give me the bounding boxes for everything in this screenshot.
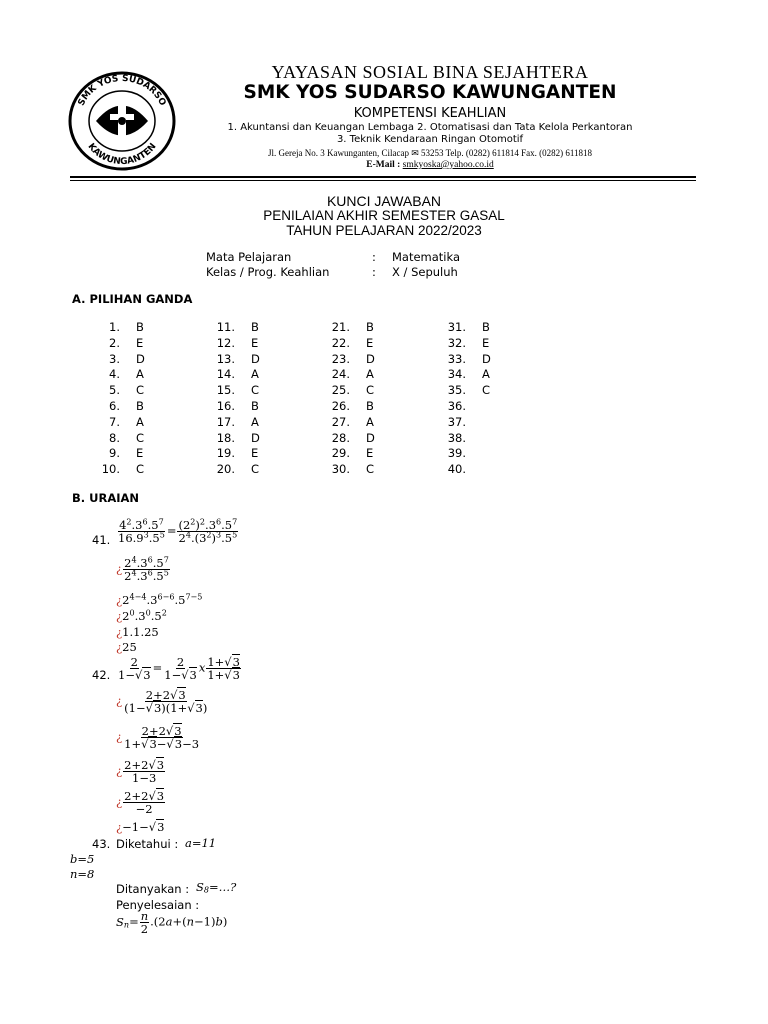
info-sep-class: : bbox=[372, 265, 376, 279]
answer-number: 2. bbox=[109, 335, 120, 350]
answer-number: 24. bbox=[331, 367, 350, 382]
answer-letter: E bbox=[251, 446, 259, 461]
answer-number: 12. bbox=[216, 335, 235, 350]
q41-line-4: ¿$2^0.3^0.5^2$ bbox=[116, 608, 167, 623]
answer-letter: B bbox=[366, 320, 374, 334]
header-rule-thin bbox=[70, 180, 696, 181]
q42-line-1: $\frac{2}{1-√3}$ = $\frac{2}{1-√3}$ x $\frac{1+√3}{1+√3}$ bbox=[118, 655, 240, 683]
answer-number: 20. bbox=[216, 462, 235, 477]
answer-number: 32. bbox=[447, 335, 466, 350]
school-email bbox=[180, 160, 680, 170]
competence-heading: KOMPETENSI KEAHLIAN bbox=[353, 106, 507, 121]
info-value-class: X / Sepuluh bbox=[392, 265, 458, 279]
q42-line-5: ¿ $\frac{2+2√3}{-2}$ bbox=[116, 789, 165, 817]
answer-number: 38. bbox=[447, 430, 466, 445]
answer-number: 7. bbox=[109, 414, 120, 429]
info-sep-subject: : bbox=[372, 250, 376, 264]
exam-name: PENILAIAN AKHIR SEMESTER GASAL bbox=[263, 208, 505, 223]
q43-formula: $S_n=$ $\frac{n}{2}$ .(2a+(n−1)b) bbox=[116, 909, 228, 937]
answer-letter: C bbox=[136, 383, 145, 398]
q41-line-1: $\frac{4^2.3^6.5^7}{16.9^3.5^5}$ = $\frac{(2^2)^2.3^6.5^7}{2^4.(3^2)^3.5^5}$ bbox=[118, 517, 238, 546]
q41-line-5: ¿1.1.25 bbox=[116, 625, 159, 639]
section-a-heading: A. PILIHAN GANDA bbox=[72, 292, 193, 306]
answer-number: 40. bbox=[447, 462, 466, 477]
answer-letter: A bbox=[366, 367, 374, 382]
email-address[interactable]: smkyoska@yahoo.co.id bbox=[402, 160, 494, 170]
answer-number: 36. bbox=[447, 399, 466, 413]
info-value-subject: Matematika bbox=[392, 250, 461, 264]
email-label: E-Mail : bbox=[366, 160, 403, 170]
answer-number: 26. bbox=[331, 399, 350, 413]
answer-letter: D bbox=[366, 430, 375, 445]
answer-letter: B bbox=[136, 320, 144, 334]
answer-letter: C bbox=[136, 430, 145, 445]
answer-number: 17. bbox=[216, 414, 235, 429]
answer-letter: C bbox=[136, 462, 145, 477]
q43-known-label: Diketahui : bbox=[116, 837, 179, 851]
answer-letter: A bbox=[136, 414, 144, 429]
q43-number: 43. bbox=[92, 837, 111, 851]
answer-number: 25. bbox=[331, 383, 350, 398]
document-title: KUNCI JAWABAN bbox=[326, 193, 442, 209]
answer-letter: B bbox=[251, 399, 259, 413]
answer-number: 22. bbox=[331, 335, 350, 350]
answer-number: 21. bbox=[331, 320, 350, 334]
answer-letter: A bbox=[366, 414, 374, 429]
answer-number: 5. bbox=[109, 383, 120, 398]
q42-line-3: ¿ $\frac{2+2√3}{1+√3-√3-3}$ bbox=[116, 724, 200, 752]
answer-letter: D bbox=[136, 351, 145, 366]
q42-line-2: ¿ $\frac{2+2√3}{(1-√3)(1+√3)}$ bbox=[116, 688, 208, 716]
answer-number: 18. bbox=[216, 430, 235, 445]
answer-number: 15. bbox=[216, 383, 235, 398]
answer-letter: A bbox=[251, 367, 259, 382]
q43-asked-label: Ditanyakan : bbox=[116, 882, 190, 896]
answer-number: 23. bbox=[331, 351, 350, 366]
answer-number: 27. bbox=[331, 414, 350, 429]
answer-number: 39. bbox=[447, 446, 466, 461]
info-label-class: Kelas / Prog. Keahlian bbox=[206, 265, 330, 279]
answer-letter: C bbox=[251, 462, 260, 477]
school-address: Jl. Gereja No. 3 Kawunganten, Cilacap ✉ 53253 Telp. (0282) 611814 Fax. (0282) 611818 bbox=[267, 148, 593, 158]
answer-letter: A bbox=[136, 367, 144, 382]
q43-solution-label: Penyelesaian : bbox=[116, 898, 200, 912]
school-name: SMK YOS SUDARSO KAWUNGANTEN bbox=[243, 82, 617, 103]
answer-number: 13. bbox=[216, 351, 235, 366]
q42-number: 42. bbox=[92, 668, 111, 682]
answer-number: 37. bbox=[447, 414, 466, 429]
answer-letter: B bbox=[136, 399, 144, 413]
q41-number: 41. bbox=[92, 533, 111, 547]
answer-number: 31. bbox=[447, 320, 466, 334]
answer-number: 8. bbox=[109, 430, 120, 445]
q43-asked-expr: $S_8=\dots$? bbox=[196, 880, 237, 895]
answer-number: 28. bbox=[331, 430, 350, 445]
answer-letter: A bbox=[482, 367, 490, 382]
answer-letter: B bbox=[482, 320, 490, 334]
header-rule-thick bbox=[70, 176, 696, 178]
info-label-subject: Mata Pelajaran bbox=[206, 250, 292, 264]
answer-letter: E bbox=[251, 335, 259, 350]
q42-line-4: ¿ $\frac{2+2√3}{1-3}$ bbox=[116, 758, 165, 786]
answer-letter: E bbox=[482, 335, 490, 350]
answer-letter: C bbox=[366, 462, 375, 477]
answer-number: 3. bbox=[109, 351, 120, 366]
answer-number: 9. bbox=[109, 446, 120, 461]
answer-number: 29. bbox=[331, 446, 350, 461]
answer-letter: E bbox=[136, 446, 144, 461]
q43-n: n=8 bbox=[70, 867, 95, 881]
svg-text:SMK YOS SUDARSO: SMK YOS SUDARSO bbox=[76, 73, 168, 108]
answer-number: 34. bbox=[447, 367, 466, 382]
programs-line-1: 1. Akuntansi dan Keuangan Lembaga 2. Otomatisasi dan Tata Kelola Perkantoran bbox=[227, 122, 633, 133]
programs-line-2: 3. Teknik Kendaraan Ringan Otomotif bbox=[336, 134, 524, 145]
school-logo bbox=[66, 70, 178, 172]
answer-letter: E bbox=[136, 335, 144, 350]
answer-letter: A bbox=[251, 414, 259, 429]
q42-line-6: ¿−1−√3 bbox=[116, 820, 165, 834]
answer-letter: C bbox=[251, 383, 260, 398]
answer-number: 14. bbox=[216, 367, 235, 382]
answer-number: 35. bbox=[447, 383, 466, 398]
answer-number: 16. bbox=[216, 399, 235, 413]
q41-line-2: ¿ $\frac{2^4.3^6.5^7}{2^4.3^6.5^5}$ bbox=[116, 555, 169, 584]
answer-number: 11. bbox=[216, 320, 235, 334]
section-b-heading: B. URAIAN bbox=[72, 491, 140, 505]
q41-line-3: ¿$2^{4-4}.3^{6-6}.5^{7-5}$ bbox=[116, 592, 203, 607]
answer-letter: D bbox=[251, 351, 260, 366]
answer-number: 19. bbox=[216, 446, 235, 461]
answer-letter: D bbox=[482, 351, 491, 366]
answer-letter: C bbox=[366, 383, 375, 398]
foundation-name: YAYASAN SOSIAL BINA SEJAHTERA bbox=[271, 62, 589, 82]
answer-number: 33. bbox=[447, 351, 466, 366]
answer-number: 10. bbox=[101, 462, 120, 477]
answer-letter: E bbox=[366, 446, 374, 461]
answer-letter: D bbox=[366, 351, 375, 366]
answer-number: 4. bbox=[109, 367, 120, 382]
q41-line-6: ¿25 bbox=[116, 640, 137, 654]
answer-letter: B bbox=[366, 399, 374, 413]
q43-b: b=5 bbox=[70, 852, 95, 866]
answer-letter: D bbox=[251, 430, 260, 445]
answer-number: 1. bbox=[109, 320, 120, 334]
answer-letter: E bbox=[366, 335, 374, 350]
answer-letter: C bbox=[482, 383, 491, 398]
academic-year: TAHUN PELAJARAN 2022/2023 bbox=[286, 223, 482, 238]
answer-number: 30. bbox=[331, 462, 350, 477]
svg-text:KAWUNGANTEN: KAWUNGANTEN bbox=[85, 141, 159, 168]
q43-a: a=11 bbox=[185, 836, 217, 850]
answer-number: 6. bbox=[109, 399, 120, 413]
answer-letter: B bbox=[251, 320, 259, 334]
